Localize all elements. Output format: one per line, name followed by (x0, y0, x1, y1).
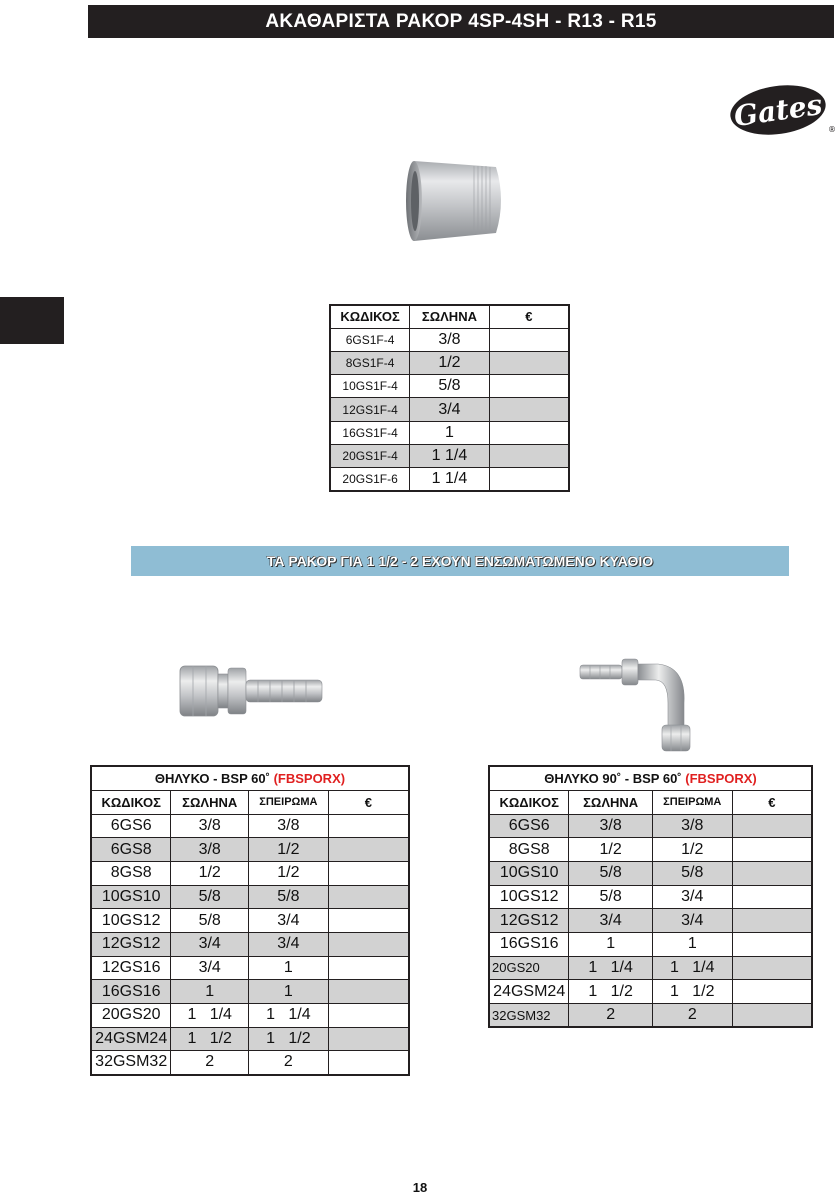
table-row (330, 375, 569, 398)
hose-cell: 1 1/2 (569, 980, 653, 1004)
price-header: € (328, 790, 409, 814)
thread-cell: 5/8 (652, 861, 732, 885)
table-row (91, 814, 409, 838)
thread-cell: 1 (249, 956, 329, 980)
caption-code: (FBSPORX) (685, 770, 757, 786)
table-row (330, 468, 569, 491)
code-cell: 6GS1F-4 (330, 328, 410, 351)
hose-cell: 5/8 (171, 885, 249, 909)
code-cell: 24GSM24 (489, 980, 569, 1004)
code-cell: 32GSM32 (91, 1051, 171, 1075)
table-caption-row (489, 766, 812, 790)
hose-header: ΣΩΛΗΝΑ (171, 790, 249, 814)
logo-text: Gates (731, 87, 825, 133)
table-row (489, 861, 812, 885)
table-header-row (489, 790, 812, 814)
price-cell (489, 375, 569, 398)
hose-header: ΣΩΛΗΝΑ (569, 790, 653, 814)
table-caption (489, 766, 812, 790)
hose-cell: 5/8 (569, 885, 653, 909)
code-cell: 12GS12 (91, 932, 171, 956)
hose-cell: 1 1/4 (410, 444, 490, 467)
price-cell (732, 1004, 812, 1028)
code-cell: 16GS16 (489, 932, 569, 956)
code-cell: 24GSM24 (91, 1027, 171, 1051)
hose-cell: 3/4 (171, 932, 249, 956)
table-row (330, 398, 569, 421)
table-row (330, 328, 569, 351)
code-header: ΚΩΔΙΚΟΣ (489, 790, 569, 814)
straight-fitting-image (178, 660, 326, 722)
code-cell: 16GS1F-4 (330, 421, 410, 444)
table-row (489, 838, 812, 862)
code-cell: 10GS10 (91, 885, 171, 909)
thread-cell: 3/4 (652, 909, 732, 933)
code-cell: 8GS1F-4 (330, 351, 410, 374)
thread-cell: 3/4 (249, 932, 329, 956)
code-cell: 20GS1F-4 (330, 444, 410, 467)
code-cell: 12GS16 (91, 956, 171, 980)
code-cell: 20GS20 (489, 956, 569, 980)
hose-cell: 1 1/2 (171, 1027, 249, 1051)
code-cell: 10GS10 (489, 861, 569, 885)
caption-code: (FBSPORX) (273, 770, 346, 786)
hose-cell: 3/8 (171, 814, 249, 838)
table-row (330, 351, 569, 374)
thread-cell: 1/2 (652, 838, 732, 862)
thread-cell: 1 1/4 (652, 956, 732, 980)
table-row (330, 421, 569, 444)
table-row (91, 1027, 409, 1051)
thread-cell: 1/2 (249, 861, 329, 885)
thread-cell: 5/8 (249, 885, 329, 909)
table-row (91, 1004, 409, 1028)
table-row (489, 814, 812, 838)
code-cell: 6GS6 (91, 814, 171, 838)
hose-cell: 5/8 (171, 909, 249, 933)
price-cell (328, 1027, 409, 1051)
hose-cell: 3/4 (171, 956, 249, 980)
price-cell (732, 909, 812, 933)
hose-cell: 1/2 (171, 861, 249, 885)
hose-cell: 3/8 (569, 814, 653, 838)
price-cell (732, 956, 812, 980)
table-row (91, 980, 409, 1004)
thread-cell: 3/8 (652, 814, 732, 838)
price-cell (489, 328, 569, 351)
thread-cell: 3/8 (249, 814, 329, 838)
price-cell (328, 814, 409, 838)
price-cell (328, 861, 409, 885)
price-cell (732, 861, 812, 885)
caption-text: ΘΗΛΥΚΟ 90˚ - BSP 60˚ (544, 770, 682, 786)
code-cell: 6GS6 (489, 814, 569, 838)
gates-logo (728, 80, 834, 140)
thread-cell: 1 1/2 (249, 1027, 329, 1051)
registered-mark: ® (828, 125, 836, 134)
price-cell (328, 885, 409, 909)
code-cell: 10GS12 (489, 885, 569, 909)
table-row (489, 885, 812, 909)
code-cell: 20GS20 (91, 1004, 171, 1028)
price-cell (489, 421, 569, 444)
table-row (91, 909, 409, 933)
table-row (489, 980, 812, 1004)
page-title: ΑΚΑΘΑΡΙΣΤΑ ΡΑΚΟΡ 4SP-4SH - R13 - R15 (88, 5, 834, 38)
hose-cell: 2 (171, 1051, 249, 1075)
hose-cell: 1 (569, 932, 653, 956)
price-cell (732, 980, 812, 1004)
code-header: ΚΩΔΙΚΟΣ (330, 305, 410, 328)
caption-text: ΘΗΛΥΚΟ - BSP 60˚ (154, 770, 270, 786)
code-header: ΚΩΔΙΚΟΣ (91, 790, 171, 814)
price-cell (732, 885, 812, 909)
code-cell: 32GSM32 (489, 1004, 569, 1028)
elbow-fitting-image (578, 655, 698, 755)
code-cell: 12GS12 (489, 909, 569, 933)
table-row (489, 956, 812, 980)
table-caption-row (91, 766, 409, 790)
notice-banner: ΤΑ ΡΑΚΟΡ ΓΙΑ 1 1/2 - 2 ΕΧΟΥΝ ΕΝΣΩΜΑΤΩΜΕΝΟ ΚΥΑΘΙΟ (131, 546, 789, 576)
hose-cell: 1 (171, 980, 249, 1004)
price-cell (732, 838, 812, 862)
price-cell (328, 1051, 409, 1075)
table-row (489, 1004, 812, 1028)
price-cell (328, 956, 409, 980)
thread-header: ΣΠΕΙΡΩΜΑ (249, 790, 329, 814)
table-row (91, 838, 409, 862)
hose-cell: 3/4 (410, 398, 490, 421)
thread-cell: 3/4 (652, 885, 732, 909)
price-cell (732, 932, 812, 956)
table-row (91, 861, 409, 885)
ferrule-image (404, 155, 512, 245)
hose-cell: 1/2 (569, 838, 653, 862)
code-cell: 12GS1F-4 (330, 398, 410, 421)
price-cell (732, 814, 812, 838)
hose-cell: 3/8 (410, 328, 490, 351)
table-row (489, 932, 812, 956)
code-cell: 8GS8 (91, 861, 171, 885)
female-90-bsp-table (488, 765, 813, 1028)
thread-cell: 1 1/2 (652, 980, 732, 1004)
code-cell: 20GS1F-6 (330, 468, 410, 491)
section-tab (0, 297, 64, 344)
table-row (91, 1051, 409, 1075)
hose-cell: 1 (410, 421, 490, 444)
hose-cell: 1/2 (410, 351, 490, 374)
price-cell (328, 1004, 409, 1028)
hose-cell: 1 1/4 (569, 956, 653, 980)
thread-cell: 1 1/4 (249, 1004, 329, 1028)
hose-cell: 1 1/4 (410, 468, 490, 491)
price-cell (489, 468, 569, 491)
code-cell: 8GS8 (489, 838, 569, 862)
hose-header: ΣΩΛΗΝΑ (410, 305, 490, 328)
thread-cell: 3/4 (249, 909, 329, 933)
table-row (91, 956, 409, 980)
thread-cell: 2 (249, 1051, 329, 1075)
table-row (330, 444, 569, 467)
page-number: 18 (412, 1180, 428, 1195)
hose-cell: 3/8 (171, 838, 249, 862)
price-cell (489, 351, 569, 374)
code-cell: 16GS16 (91, 980, 171, 1004)
hose-cell: 3/4 (569, 909, 653, 933)
price-cell (328, 909, 409, 933)
table-caption (91, 766, 409, 790)
price-cell (328, 932, 409, 956)
hose-cell: 2 (569, 1004, 653, 1028)
ferrule-table (329, 304, 570, 492)
hose-cell: 1 1/4 (171, 1004, 249, 1028)
code-cell: 10GS12 (91, 909, 171, 933)
price-cell (489, 398, 569, 421)
price-cell (328, 980, 409, 1004)
table-header-row (330, 305, 569, 328)
table-header-row (91, 790, 409, 814)
price-header: € (732, 790, 812, 814)
price-cell (328, 838, 409, 862)
table-row (91, 885, 409, 909)
thread-cell: 1 (249, 980, 329, 1004)
thread-cell: 1/2 (249, 838, 329, 862)
female-bsp-table (90, 765, 410, 1076)
price-header: € (489, 305, 569, 328)
thread-cell: 2 (652, 1004, 732, 1028)
table-row (91, 932, 409, 956)
code-cell: 6GS8 (91, 838, 171, 862)
table-row (489, 909, 812, 933)
hose-cell: 5/8 (410, 375, 490, 398)
thread-header: ΣΠΕΙΡΩΜΑ (652, 790, 732, 814)
code-cell: 10GS1F-4 (330, 375, 410, 398)
thread-cell: 1 (652, 932, 732, 956)
hose-cell: 5/8 (569, 861, 653, 885)
price-cell (489, 444, 569, 467)
